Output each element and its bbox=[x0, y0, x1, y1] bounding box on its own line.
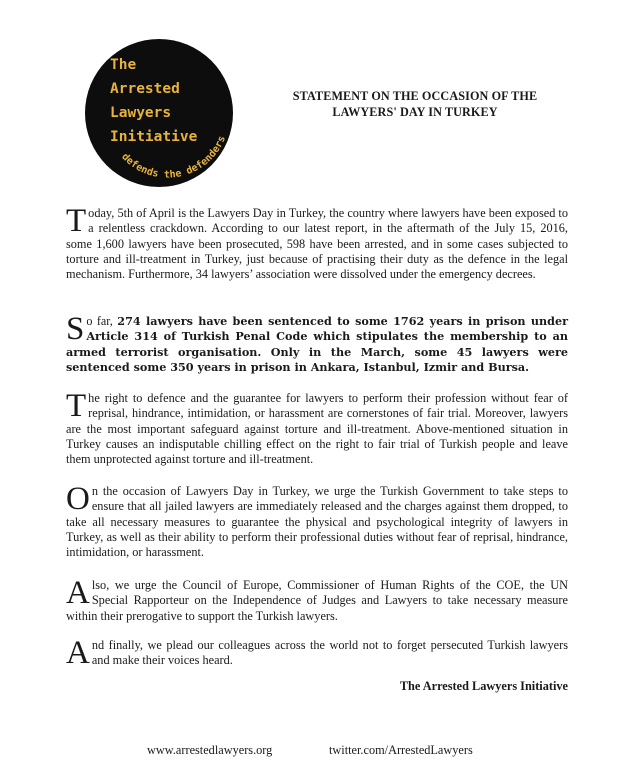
logo-tagline: defends the defenders bbox=[119, 134, 229, 181]
paragraph-lead: o far, bbox=[86, 314, 118, 328]
paragraph-urge-council bbox=[66, 575, 568, 624]
paragraph-text: he right to defence and the guarantee for lawyers to perform their profession without fear of reprisal, hindrance, intimidation, or harassment are cornerstones of fair trial. Moreover, lawyers are the most important safeguard against torture and ill-treatment. Above-mentioned situation in Turkey causes an indisputable chilling effect on the right to fair trial of Turkish people and leave them unprotected against torture and ill-treatment. bbox=[66, 391, 568, 467]
paragraph-text: oday, 5th of April is the Lawyers Day in Turkey, the country where lawyers have been exposed to a relentless crackdown. According to our latest report, in the aftermath of the July 15, 2016, some 1,600 lawyers have been prosecuted, 598 have been arrested, and in some cases subjected to torture and ill-treatment in Turkey, just because of practising their duty as the defence in the legal mechanism. Furthermore, 34 lawyers’ association were dissolved under the emergency decrees. bbox=[66, 206, 568, 282]
dropcap: A bbox=[66, 575, 90, 611]
paragraph-text: n the occasion of Lawyers Day in Turkey, we urge the Turkish Government to take steps to ensure that all jailed lawyers are immediately released and the charges against them dropped, to take all necessary measures to guarantee the physical and psychological integrity of lawyers in Turkey, as well as their ability to perform their professional duties without fear of reprisal, hindrance, intimidation, or harassment. bbox=[66, 484, 568, 560]
dropcap: T bbox=[66, 203, 87, 239]
paragraph-right-to-defence bbox=[66, 388, 568, 467]
svg-text:Initiative bbox=[110, 129, 198, 145]
statement-title bbox=[260, 89, 570, 120]
paragraph-plead-colleagues bbox=[66, 635, 568, 671]
dropcap: O bbox=[66, 481, 90, 517]
svg-text:Lawyers bbox=[110, 105, 171, 121]
logo-line-3: Lawyers bbox=[110, 105, 172, 121]
dropcap: A bbox=[66, 635, 90, 671]
logo-line-4: Initiative bbox=[110, 129, 198, 145]
logo-line-2: Arrested bbox=[110, 81, 180, 97]
paragraph-bold-text: 274 lawyers have been sentenced to some 1762 years in prison under Article 314 of Turkish Penal Code which stipulates the membership to an armed terrorist organisation. Only in the March, some 45 lawyers were sentenced some 350 years in prison in Ankara, Istanbul, Izmir and Bursa. bbox=[66, 314, 568, 374]
dropcap: S bbox=[66, 311, 85, 347]
paragraph-lawyers-day bbox=[66, 203, 568, 282]
svg-text:The bbox=[110, 57, 136, 73]
svg-text:Arrested bbox=[110, 81, 180, 97]
statement-title-line-2: LAWYERS' DAY IN TURKEY bbox=[332, 104, 498, 119]
paragraph-sentences bbox=[66, 311, 568, 375]
paragraph-urge-government bbox=[66, 481, 568, 560]
arrested-lawyers-initiative-logo bbox=[84, 38, 234, 188]
statement-title-line-1: STATEMENT ON THE OCCASION OF THE bbox=[292, 89, 538, 103]
logo-line-1: The bbox=[110, 57, 137, 73]
paragraph-text: lso, we urge the Council of Europe, Commissioner of Human Rights of the COE, the UN Special Rapporteur on the Independence of Judges and Lawyers to take necessary measure within their prerogative to support the Turkish lawyers. bbox=[66, 578, 568, 623]
website-link[interactable]: www.arrestedlawyers.org bbox=[147, 743, 273, 757]
paragraph-text: nd finally, we plead our colleagues across the world not to forget persecuted Turkish lawyers and make their voices heard. bbox=[91, 638, 568, 668]
signature: The Arrested Lawyers Initiative bbox=[399, 679, 568, 693]
dropcap: T bbox=[66, 388, 87, 424]
twitter-link[interactable]: twitter.com/ArrestedLawyers bbox=[329, 743, 473, 757]
